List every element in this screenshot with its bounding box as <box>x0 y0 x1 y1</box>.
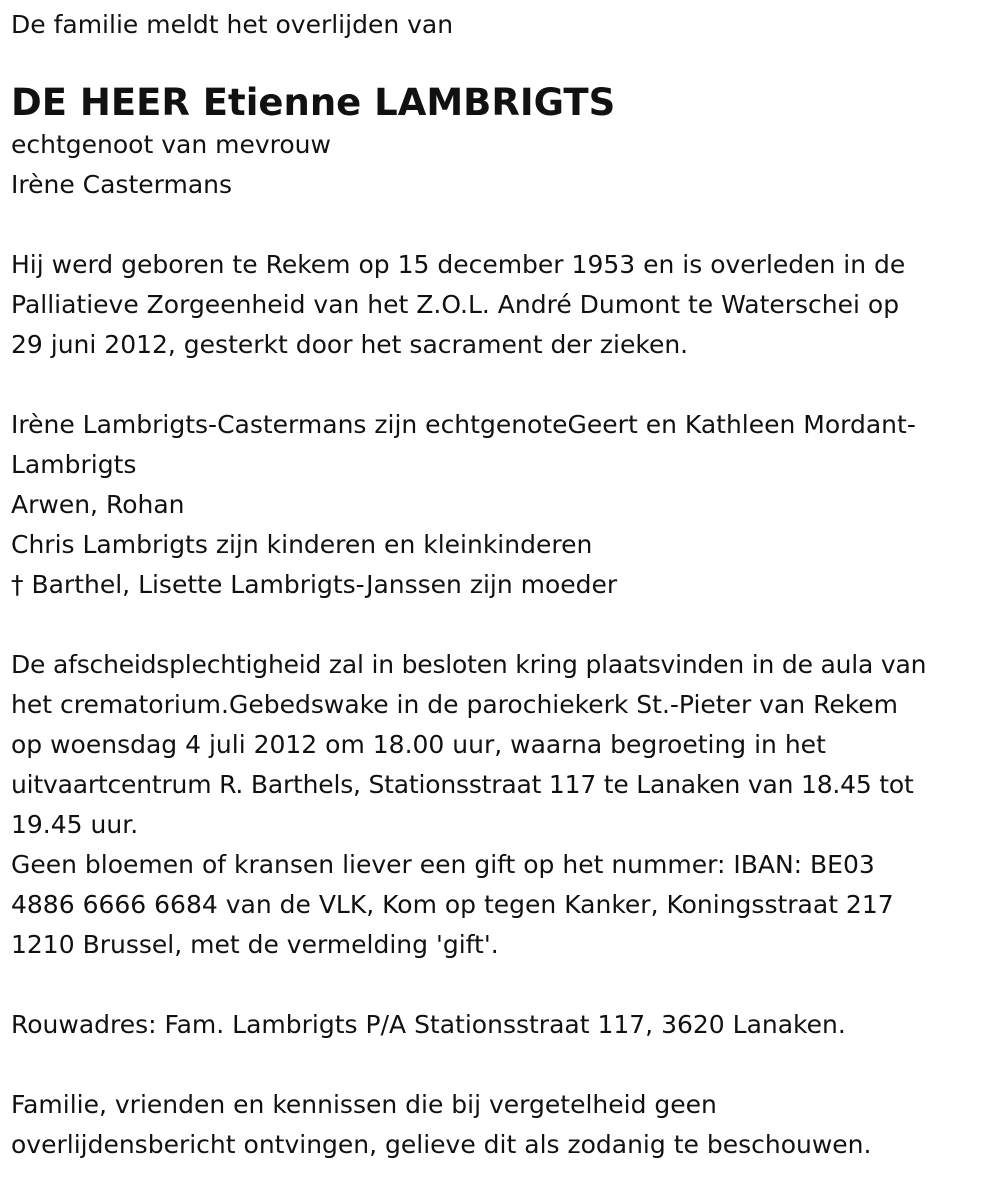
spacer <box>11 605 996 645</box>
paragraph-line: 29 juni 2012, gesterkt door het sacrament der zieken. <box>11 330 689 359</box>
ceremony-paragraph <box>11 645 996 965</box>
birth-death-paragraph <box>11 245 996 365</box>
family-line: Chris Lambrigts zijn kinderen en kleinkinderen <box>11 530 593 559</box>
ceremony-line: De afscheidsplechtigheid zal in besloten kring plaatsvinden in de aula van <box>11 650 927 679</box>
spouse-name: Irène Castermans <box>11 170 233 199</box>
ceremony-line: 19.45 uur. <box>11 810 139 839</box>
obituary-notice <box>11 5 996 1165</box>
mourning-address: Rouwadres: Fam. Lambrigts P/A Stationsstraat 117, 3620 Lanaken. <box>11 1010 846 1039</box>
spacer <box>11 365 996 405</box>
family-line: Lambrigts <box>11 450 137 479</box>
deceased-name: DE HEER Etienne LAMBRIGTS <box>11 81 616 124</box>
spacer <box>11 205 996 245</box>
spacer <box>11 965 996 1005</box>
closing-paragraph <box>11 1085 996 1165</box>
family-line: Irène Lambrigts-Castermans zijn echtgenoteGeert en Kathleen Mordant- <box>11 410 916 439</box>
family-line: † Barthel, Lisette Lambrigts-Janssen zijn moeder <box>11 570 618 599</box>
donation-line: 1210 Brussel, met de vermelding 'gift'. <box>11 930 499 959</box>
intro-text: De familie meldt het overlijden van <box>11 10 454 39</box>
spacer <box>11 1045 996 1085</box>
family-line: Arwen, Rohan <box>11 490 185 519</box>
donation-line: Geen bloemen of kransen liever een gift op het nummer: IBAN: BE03 <box>11 850 875 879</box>
closing-line: overlijdensbericht ontvingen, gelieve dit als zodanig te beschouwen. <box>11 1130 872 1159</box>
ceremony-line: het crematorium.Gebedswake in de parochiekerk St.-Pieter van Rekem <box>11 690 899 719</box>
paragraph-line: Hij werd geboren te Rekem op 15 december 1953 en is overleden in de <box>11 250 906 279</box>
paragraph-line: Palliatieve Zorgeenheid van het Z.O.L. André Dumont te Waterschei op <box>11 290 900 319</box>
ceremony-line: uitvaartcentrum R. Barthels, Stationsstraat 117 te Lanaken van 18.45 tot <box>11 770 914 799</box>
ceremony-line: op woensdag 4 juli 2012 om 18.00 uur, waarna begroeting in het <box>11 730 826 759</box>
family-paragraph <box>11 405 996 605</box>
donation-line: 4886 6666 6684 van de VLK, Kom op tegen Kanker, Koningsstraat 217 <box>11 890 894 919</box>
spacer <box>11 45 996 81</box>
spouse-line: echtgenoot van mevrouw <box>11 130 331 159</box>
closing-line: Familie, vrienden en kennissen die bij vergetelheid geen <box>11 1090 717 1119</box>
